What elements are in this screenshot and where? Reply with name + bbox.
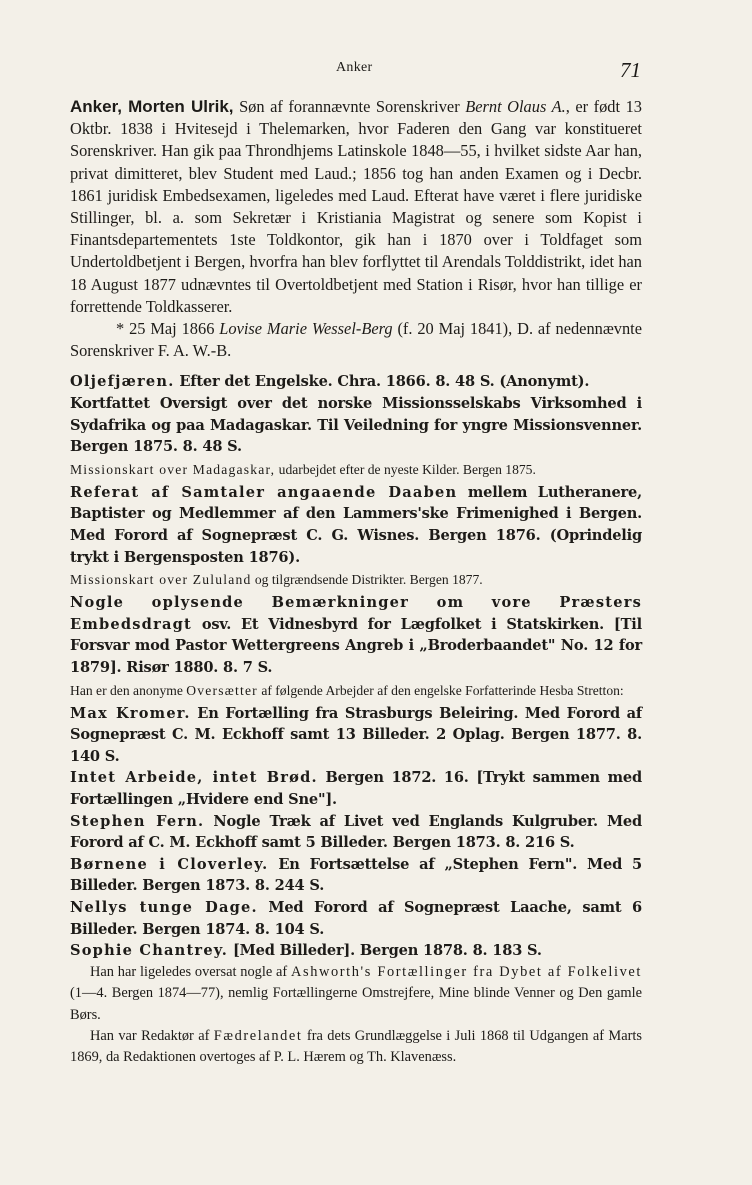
work-details: Efter det Engelske. Chra. 1866. 8. 48 S. (Anonymt). <box>174 373 590 391</box>
note-text: Han har ligeledes oversat nogle af <box>90 963 291 980</box>
marriage-text: (f. 20 Maj 1841), D. af nedennævnte Sorenskriver F. A. W.-B. <box>70 319 642 361</box>
work-title: Oljefjæren. <box>70 373 175 391</box>
work-details: Nogle Træk af Livet ved Englands Kulgruber. Med Forord af C. M. Eckhoff samt 5 Billeder. Bergen 1873. 8. 216 S. <box>70 812 642 852</box>
work-note <box>70 459 642 480</box>
work-details: mellem Lutheranere, Baptister og Medlemmer af den Lammers'ske Frimenighed i Bergen. Med Forord af Sognepræst C. G. Wisnes. Bergen 1876. (Oprindelig trykt i Bergensposten 1876). <box>70 483 642 566</box>
work-details: i Sydafrika og paa Madagaskar. Til Veiledning for yngre Missionsvenner. Bergen 1875. 8. 48 S. <box>70 395 642 456</box>
father-name: Bernt Olaus A. <box>465 97 566 116</box>
page-number: 71 <box>620 58 641 82</box>
work-entry <box>70 767 642 810</box>
work-entry <box>70 371 642 393</box>
work-entry <box>70 854 642 897</box>
work-title: Stephen Fern. <box>70 812 205 830</box>
note-text: (1—4. Bergen 1874—77), nemlig Fortællingerne <box>70 985 362 1002</box>
work-details: Bergen 1872. 16. [Trykt sammen med Fortællingen „Hvidere end Sne"]. <box>70 769 642 808</box>
work-details: En Fortælling fra Strasburgs Beleiring. Med Forord af Sognepræst C. M. Eckhoff samt 13 Billeder. 2 Oplag. Bergen 1877. 8. 140 S. <box>70 704 642 765</box>
entry-text: , er født 13 Oktbr. 1838 i Hvitesejd i Thelemarken, hvor Faderen den Gang var konstitueret Sorenskriver. Han gik paa Throndhjems Latinskole 1848—55, i hvilket sidste Aar han, privat dimitteret, blev Student med Laud.; 1856 tog han anden Examen og i Decbr. 1861 juridisk Embedsexamen, ligeledes med Laud. Efterat have været i flere juridiske Stillinger, bl. a. som Sekretær i Kristiania Magistrat og senere som Kopist i Finantsdepartementets 1ste Toldkontor, gik han i 1870 over i Toldfaget som Undertoldbetjent i Bergen, hvorfra han blev forflyttet til Arendals Tolddistrikt, idet han 18 August 1877 udnævntes til Overtoldbetjent med Station i Risør, hvor han tillige er forrettende Toldkasserer. <box>70 97 642 316</box>
work-details: En Fortsættelse af „Stephen Fern". Med 5 Billeder. Bergen 1873. 8. 244 S. <box>70 855 642 895</box>
marriage-text: * 25 Maj 1866 <box>116 319 220 339</box>
work-entry <box>70 393 642 458</box>
note-title: Ashworth's Fortællinger fra Dybet af Folkelivet <box>291 963 642 980</box>
note-title: Missionskart over Zululand <box>70 572 252 588</box>
running-head: Anker <box>336 60 373 75</box>
work-entry <box>70 592 642 678</box>
entry-text: Søn af forannævnte Sorenskriver <box>233 97 466 116</box>
note-text: og tilgrændsende Distrikter. Bergen 1877. <box>251 572 483 588</box>
work-details: [Med Billeder]. Bergen 1878. 8. 183 S. <box>228 942 542 960</box>
work-title: Nellys tunge Dage. <box>70 898 258 916</box>
work-title: Børnene i Cloverley. <box>70 855 269 873</box>
work-title: Referat af Samtaler angaaende Daaben <box>70 483 458 501</box>
entry-name: Anker, Morten Ulrik, <box>70 97 234 116</box>
work-title: Intet Arbeide, intet Brød. <box>70 769 318 787</box>
note-text: Han var Redaktør af <box>90 1027 214 1044</box>
page-header <box>0 58 752 88</box>
work-entry <box>70 482 642 568</box>
spouse-name: Lovise Marie Wessel-Berg <box>219 319 393 339</box>
closing-note <box>70 962 642 1026</box>
note-text: fra dets Grundlæggelse i Juli 1868 til Udgangen af Marts 1869, da Redaktionen overtoges af P. L. Hærem og Th. Klavenæss. <box>70 1027 642 1066</box>
note-text: udarbejdet efter de nyeste Kilder. Bergen 1875. <box>275 461 536 477</box>
work-details: Med Forord af Sognepræst Laache, samt 6 Billeder. Bergen 1874. 8. 104 S. <box>70 898 642 938</box>
work-entry <box>70 897 642 940</box>
work-title: Max Kromer. <box>70 704 191 722</box>
work-entry <box>70 703 642 768</box>
page-body <box>70 96 642 1069</box>
work-note <box>70 569 642 590</box>
biography-entry <box>70 96 642 362</box>
note-title: Omstrejfere, Mine blinde Venner og Den gamle Børs. <box>70 985 642 1023</box>
note-title: Oversætter <box>186 682 258 698</box>
entry-paragraph <box>70 96 642 318</box>
work-entry <box>70 940 642 962</box>
translator-note <box>70 680 642 701</box>
work-title: Kortfattet Oversigt over det norske Missionsselskabs Virksomhed <box>70 395 627 413</box>
closing-note <box>70 1026 642 1069</box>
note-text: Han er den anonyme <box>70 682 187 698</box>
work-entry <box>70 811 642 854</box>
note-title: Missionskart over Madagaskar, <box>70 461 276 477</box>
work-details: osv. Et Vidnesbyrd for Lægfolket i Statskirken. [Til Forsvar mod Pastor Wettergreens Angreb i „Broderbaandet" No. 12 for 1879]. Risør 1880. 8. 7 S. <box>70 615 642 676</box>
note-title: Fædrelandet <box>213 1027 303 1044</box>
marriage-paragraph <box>70 318 642 362</box>
note-text: af følgende Arbejder af den engelske Forfatterinde Hesba Stretton: <box>257 682 624 698</box>
bibliography <box>70 371 642 1068</box>
work-title: Nogle oplysende Bemærkninger om vore Præsters Embedsdragt <box>70 594 642 633</box>
work-title: Sophie Chantrey. <box>70 942 229 960</box>
